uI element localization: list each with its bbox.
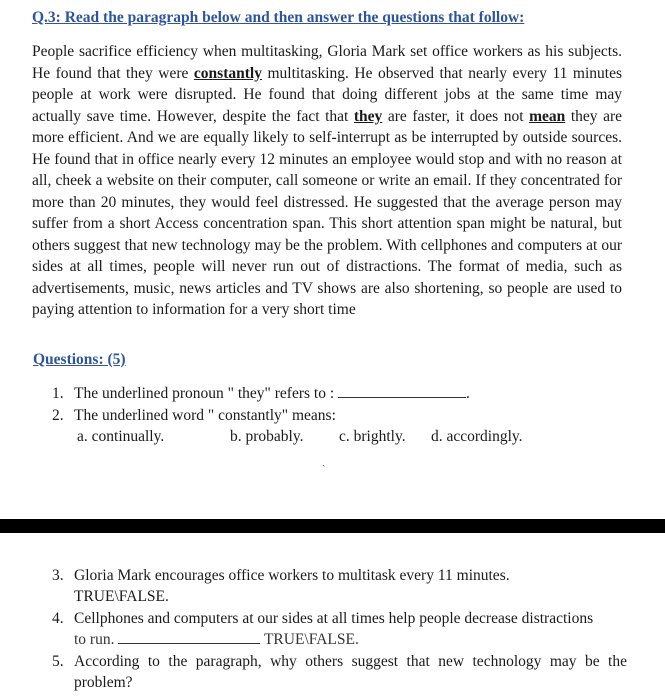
question-text: According to the paragraph, why others suggest that new technology may be the problem? <box>74 653 627 691</box>
option-a[interactable]: a. continually. <box>77 428 165 445</box>
option-c[interactable]: c. brightly. <box>339 428 406 445</box>
question-text-cont: to run. <box>74 631 115 648</box>
answer-blank[interactable] <box>338 397 466 398</box>
underlined-word-they: they <box>353 107 383 125</box>
underlined-word-constantly: constantly <box>193 64 262 82</box>
pen-mark: ˎ <box>322 455 326 467</box>
answer-blank[interactable] <box>118 643 260 644</box>
passage-text-3: are faster, it does not <box>382 107 530 125</box>
question-number: 3. <box>52 567 64 584</box>
passage-text-4: they are more efficient. And we are equally likely to self-interrupt as be interrupted by outside sources. He found that in office nearly every 12 minutes an employee would stop and with no reason at all, cheek a website on their computer, call someone or write an email. If they concentrated for more than 20 minutes, they would feel distressed. He suggested that the average person may suffer from a short Access concentration span. This short attention span might be natural, but others suggest that new technology may be the problem. With cellphones and computers at our sides at all times, people will never run out of distractions. The format of media, such as advertisements, music, news articles and TV shows are also shortening, so people are used to paying attention to information for a very short time <box>32 107 622 318</box>
true-false-choice[interactable]: TRUE\FALSE. <box>263 631 359 648</box>
questions-part-2 <box>52 565 627 694</box>
question-3 <box>52 565 627 607</box>
underlined-word-mean: mean <box>529 107 566 125</box>
question-text: The underlined word " constantly" means: <box>74 407 336 424</box>
option-b[interactable]: b. probably. <box>230 428 304 445</box>
question-text: The underlined pronoun " they" refers to : <box>74 385 335 402</box>
reading-passage <box>32 41 622 321</box>
question-end: . <box>466 385 470 402</box>
page-divider <box>0 519 665 533</box>
option-d[interactable]: d. accordingly. <box>431 428 523 445</box>
question-text: Gloria Mark encourages office workers to multitask every 11 minutes. <box>74 567 510 584</box>
question-2 <box>52 405 627 426</box>
question-number: 1. <box>52 385 64 402</box>
question-text: Cellphones and computers at our sides at all times help people decrease distractions <box>74 610 594 627</box>
true-false-choice[interactable]: TRUE\FALSE. <box>74 588 169 605</box>
question-number: 5. <box>52 653 64 670</box>
question-number: 4. <box>52 610 64 627</box>
passage-text-1: People sacrifice efficiency when multitasking, Gloria Mark set office workers as his subjects. He found that they were <box>32 43 622 82</box>
question-4 <box>52 608 627 650</box>
exercise-heading: Q.3: Read the paragraph below and then answer the questions that follow: <box>32 9 525 26</box>
passage-text-2: multitasking. He observed that nearly every 11 minutes people at work were disrupted. He found that doing different jobs at the same time may actually save time. However, despite the fact that <box>32 64 622 125</box>
question-5 <box>52 651 627 693</box>
question-number: 2. <box>52 407 64 424</box>
question-1 <box>52 383 627 404</box>
questions-heading: Questions: (5) <box>33 351 126 368</box>
